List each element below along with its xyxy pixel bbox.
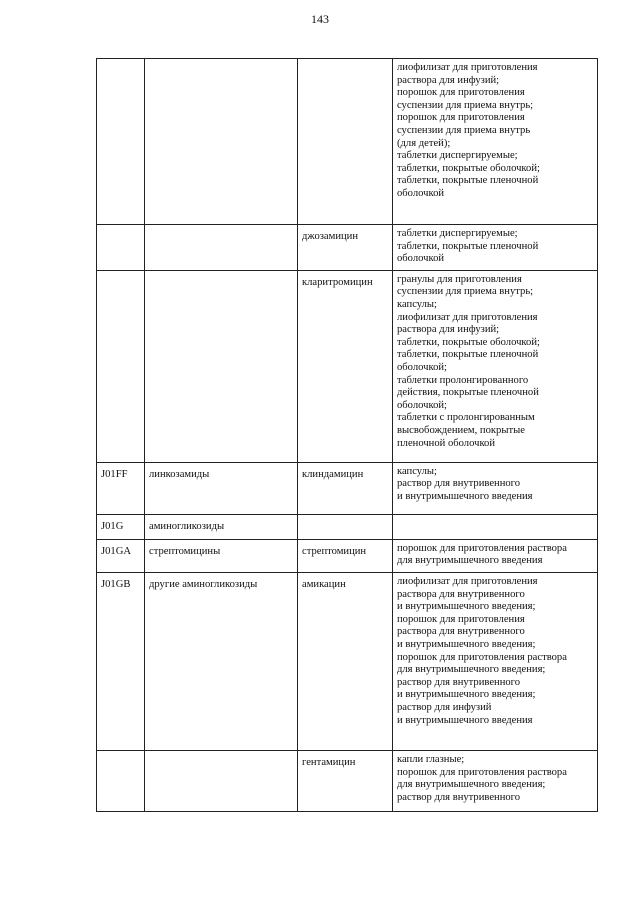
form-line: порошок для приготовления [397,613,525,625]
form-line: оболочкой [397,253,445,265]
cell-group [145,750,298,811]
form-line: раствора для внутривенного [397,626,525,638]
code-text [97,271,144,280]
form-line: таблетки диспергируемые; [397,150,518,162]
forms-list [393,515,597,522]
group-text: стрептомицины [149,545,221,557]
form-line: гранулы для приготовления [397,273,522,285]
form-line: суспензии для приема внутрь; [397,286,534,298]
cell-group [145,225,298,271]
cell-forms [393,514,598,539]
form-line: пленочной оболочкой [397,437,496,449]
group-text: линкозамиды [149,468,210,480]
cell-drug [298,462,393,514]
table-row [97,225,598,271]
cell-group [145,270,298,462]
form-line: таблетки, покрытые пленочной [397,240,539,252]
table-row [97,462,598,514]
cell-code [97,225,145,271]
form-line: высвобождением, покрытые [397,424,525,436]
form-line: порошок для приготовления [397,112,525,124]
code-text: J01FF [101,468,128,480]
group-text: аминогликозиды [149,520,225,532]
group-text [145,225,297,234]
cell-group [145,59,298,225]
drug-text [298,59,392,68]
code-text [97,751,144,760]
drug-text: амикацин [302,578,346,590]
group-text [145,271,297,280]
table-row [97,750,598,811]
form-line: для внутримышечного введения [397,555,543,567]
form-line: оболочкой; [397,399,447,411]
form-line: раствора для инфузий; [397,324,500,336]
page-number: 143 [311,12,329,26]
form-line: капсулы; [397,298,437,310]
form-line: для внутримышечного введения; [397,779,546,791]
table-row [97,539,598,572]
form-line: и внутримышечного введения; [397,689,536,701]
form-line: лиофилизат для приготовления [397,575,538,587]
form-line: раствора для инфузий; [397,74,500,86]
group-text [145,59,297,68]
form-line: суспензии для приема внутрь; [397,99,534,111]
form-line: таблетки с пролонгированным [397,412,535,424]
cell-forms [393,539,598,572]
code-text: J01G [101,520,124,532]
form-line: таблетки, покрытые пленочной [397,349,539,361]
code-text [97,225,144,234]
table-row [97,59,598,225]
forms-list [393,463,597,508]
form-line: порошок для приготовления раствора [397,766,567,778]
cell-drug [298,225,393,271]
table-row [97,270,598,462]
group-text: другие аминогликозиды [149,578,258,590]
cell-forms [393,462,598,514]
cell-code [97,462,145,514]
form-line: суспензии для приема внутрь [397,124,531,136]
form-line: капсулы; [397,465,437,477]
cell-code [97,750,145,811]
cell-group [145,462,298,514]
form-line: порошок для приготовления раствора [397,542,567,554]
drug-text: клиндамицин [302,468,364,480]
form-line: лиофилизат для приготовления [397,62,538,73]
form-line: раствор для внутривенного [397,478,521,490]
drug-text: стрептомицин [302,545,367,557]
form-line: таблетки пролонгированного [397,374,529,386]
form-line: и внутримышечного введения [397,714,533,726]
table-row [97,514,598,539]
forms-list [393,751,597,808]
cell-drug [298,572,393,750]
form-line: порошок для приготовления [397,87,525,99]
cell-code [97,514,145,539]
form-line: раствора для внутривенного [397,588,525,600]
cell-forms [393,750,598,811]
cell-code [97,572,145,750]
group-text [145,751,297,760]
form-line: раствор для внутривенного [397,791,521,803]
form-line: раствор для внутривенного [397,676,521,688]
form-line: и внутримышечного введения; [397,601,536,613]
form-line: таблетки диспергируемые; [397,228,518,239]
drug-text: джозамицин [302,231,359,242]
form-line: раствор для инфузий [397,701,492,713]
cell-group [145,514,298,539]
form-line: лиофилизат для приготовления [397,311,538,323]
cell-drug [298,59,393,225]
table-row [97,572,598,750]
cell-code [97,59,145,225]
code-text [97,59,144,68]
form-line: действия, покрытые пленочной [397,387,539,399]
form-line: оболочкой; [397,361,447,373]
cell-code [97,539,145,572]
cell-group [145,539,298,572]
forms-list [393,59,597,205]
code-text: J01GB [101,578,131,590]
drug-table [96,58,598,812]
cell-forms [393,225,598,271]
form-line: капли глазные; [397,753,465,765]
cell-code [97,270,145,462]
form-line: и внутримышечного введения; [397,638,536,650]
form-line: таблетки, покрытые пленочной [397,175,539,187]
cell-drug [298,539,393,572]
cell-drug [298,270,393,462]
forms-list [393,225,597,270]
form-line: таблетки, покрытые оболочкой; [397,162,540,174]
form-line: (для детей); [397,137,451,149]
cell-forms [393,270,598,462]
cell-drug [298,514,393,539]
form-line: для внутримышечного введения; [397,664,546,676]
cell-drug [298,750,393,811]
drug-table-body [97,59,598,812]
cell-group [145,572,298,750]
cell-forms [393,572,598,750]
cell-forms [393,59,598,225]
forms-list [393,540,597,572]
form-line: порошок для приготовления раствора [397,651,567,663]
code-text: J01GA [101,545,132,557]
drug-text: кларитромицин [302,276,373,288]
form-line: и внутримышечного введения [397,490,533,502]
forms-list [393,271,597,454]
drug-text: гентамицин [302,756,356,768]
form-line: оболочкой [397,187,445,199]
form-line: таблетки, покрытые оболочкой; [397,336,540,348]
forms-list [393,573,597,731]
drug-text [298,515,392,524]
